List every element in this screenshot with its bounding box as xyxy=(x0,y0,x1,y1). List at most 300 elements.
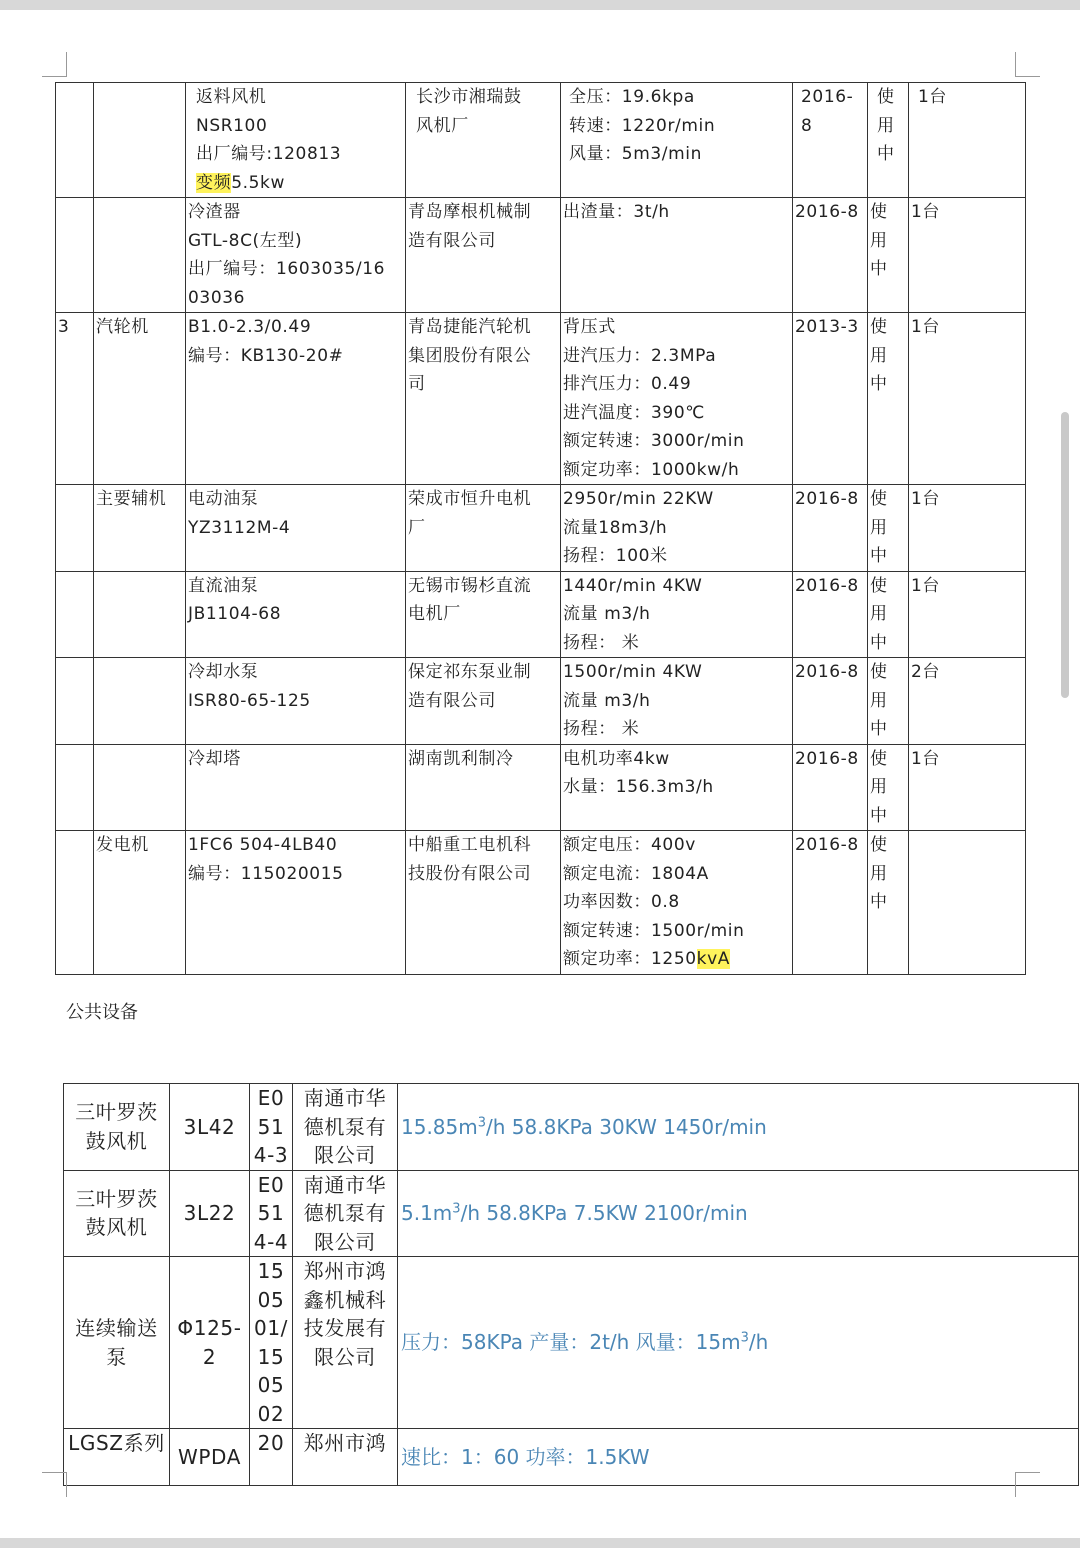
model-line xyxy=(188,600,403,629)
model-text: 3L42 xyxy=(183,1114,236,1139)
spec-text: 5.1m xyxy=(401,1201,453,1225)
cell-date xyxy=(793,744,868,831)
spec-text: 速比：1：60 功率：1.5KW xyxy=(401,1444,650,1469)
model-line xyxy=(188,313,403,342)
cell-manufacturer xyxy=(406,658,561,745)
serial-line: 15 xyxy=(257,1344,285,1369)
quantity-text: 1台 xyxy=(911,748,941,769)
status-char: 中 xyxy=(870,719,888,739)
cell-model xyxy=(186,571,406,658)
spec-line xyxy=(563,427,790,456)
table-row xyxy=(56,658,1026,745)
quantity-text: 1台 xyxy=(911,317,941,337)
cell-category xyxy=(94,744,186,831)
model-line xyxy=(188,658,403,687)
cell-manufacturer xyxy=(293,1429,398,1486)
cell-index xyxy=(56,198,94,313)
cell-status xyxy=(868,658,909,745)
cell-index xyxy=(56,571,94,658)
date-line: 2013-3 xyxy=(795,317,859,337)
manufacturer-line: 限公司 xyxy=(314,1229,376,1254)
spec-line xyxy=(563,456,790,485)
manufacturer-line: 青岛摩根机械制 xyxy=(408,202,532,222)
cell-spec xyxy=(561,571,793,658)
cell-status xyxy=(868,198,909,313)
spec-text: 电机功率4kw xyxy=(563,748,670,769)
cell-category xyxy=(94,485,186,572)
manufacturer-line: 限公司 xyxy=(314,1344,376,1369)
spec-line xyxy=(563,745,790,774)
spec-text: 进汽压力：2.3MPa xyxy=(563,345,717,366)
viewer-bottom-edge xyxy=(0,1538,1080,1548)
model-text: GTL-8C(左型) xyxy=(188,230,303,251)
manufacturer-line: 无锡市锡杉直流 xyxy=(408,575,532,596)
cell-spec xyxy=(561,831,793,975)
model-line xyxy=(196,169,403,198)
status-char: 使 xyxy=(870,835,888,855)
cell-model xyxy=(170,1170,250,1257)
date-line: 2016-8 xyxy=(795,202,859,222)
category-text: 发电机 xyxy=(96,835,149,855)
table-row xyxy=(64,1429,1079,1486)
serial-line: 05 xyxy=(257,1287,285,1312)
spec-text: 流量18m3/h xyxy=(563,517,668,538)
cell-index xyxy=(56,658,94,745)
cell-status xyxy=(868,83,909,198)
model-line xyxy=(188,342,403,371)
cell-index xyxy=(56,313,94,485)
manufacturer-line: 郑州市鸿 xyxy=(303,1431,387,1455)
cell-spec xyxy=(561,658,793,745)
cell-spec xyxy=(398,1170,1079,1257)
cell-quantity xyxy=(909,198,1026,313)
model-line xyxy=(188,860,403,889)
manufacturer-line: 荣成市恒升电机 xyxy=(408,489,532,509)
crop-mark-bottom-right xyxy=(1015,1472,1040,1497)
crop-mark-top-right xyxy=(1015,52,1040,77)
spec-text: 出渣量：3t/h xyxy=(563,202,670,222)
serial-line: 51 xyxy=(257,1114,285,1139)
spec-superscript: 3 xyxy=(477,1114,487,1130)
model-line xyxy=(188,687,403,716)
quantity-text: 2台 xyxy=(911,662,941,682)
spec-line xyxy=(563,399,790,428)
cell-manufacturer xyxy=(406,485,561,572)
status-char: 使 xyxy=(870,202,888,222)
status-char: 用 xyxy=(870,777,888,797)
spec-line xyxy=(563,629,790,658)
quantity-text: 1台 xyxy=(911,202,941,222)
model-line xyxy=(188,831,403,860)
table-row xyxy=(56,485,1026,572)
model-text: 返料风机 xyxy=(196,87,267,107)
spec-text: 流量 m3/h xyxy=(563,690,651,711)
cell-name xyxy=(64,1257,170,1429)
model-line xyxy=(196,83,403,112)
model-line xyxy=(188,745,403,774)
spec-text: 2950r/min 22KW xyxy=(563,489,714,509)
date-line: 2016- xyxy=(801,87,854,107)
name-line: 鼓风机 xyxy=(85,1215,148,1240)
serial-line: 05 xyxy=(257,1373,285,1397)
cell-status xyxy=(868,485,909,572)
cell-category xyxy=(94,313,186,485)
cell-index xyxy=(56,485,94,572)
date-line: 2016-8 xyxy=(795,489,859,509)
cell-model xyxy=(186,658,406,745)
model-line xyxy=(196,140,403,169)
cell-name xyxy=(64,1170,170,1257)
status-char: 使 xyxy=(870,317,888,337)
status-char: 用 xyxy=(870,690,888,711)
cell-quantity xyxy=(909,831,1026,975)
cell-quantity xyxy=(909,744,1026,831)
table-row xyxy=(56,313,1026,485)
spec-text: 排汽压力：0.49 xyxy=(563,374,692,394)
status-char: 使 xyxy=(870,575,888,596)
spec-line xyxy=(563,860,790,889)
spec-line xyxy=(563,600,790,629)
serial-line: 51 xyxy=(257,1201,285,1225)
manufacturer-line: 郑州市鸿 xyxy=(303,1259,387,1283)
cell-category xyxy=(94,658,186,745)
model-line xyxy=(188,284,403,313)
manufacturer-line: 技股份有限公司 xyxy=(408,863,532,884)
crop-mark-top-left xyxy=(42,52,67,77)
spec-text: 1440r/min 4KW xyxy=(563,575,703,596)
spec-text: 额定功率：1000kw/h xyxy=(563,459,740,480)
serial-line: E0 xyxy=(257,1086,285,1110)
cell-index xyxy=(56,83,94,198)
status-char: 中 xyxy=(870,805,888,826)
spec-line xyxy=(563,542,790,571)
spec-text: 水量：156.3m3/h xyxy=(563,777,714,797)
cell-spec xyxy=(561,744,793,831)
spec-line xyxy=(563,370,790,399)
cell-serial xyxy=(250,1084,293,1171)
status-char: 用 xyxy=(870,345,888,366)
manufacturer-line: 造有限公司 xyxy=(408,690,496,711)
status-char: 用 xyxy=(870,517,888,538)
manufacturer-line: 保定祁东泵业制 xyxy=(408,662,532,682)
spec-text: /h 58.8KPa 30KW 1450r/min xyxy=(486,1114,767,1139)
cell-serial xyxy=(250,1429,293,1486)
cell-date xyxy=(793,198,868,313)
cell-spec xyxy=(398,1084,1079,1171)
cell-manufacturer xyxy=(406,571,561,658)
equipment-table xyxy=(55,82,1026,975)
status-char: 中 xyxy=(870,892,888,912)
manufacturer-line: 湖南凯利制冷 xyxy=(408,748,514,769)
status-char: 用 xyxy=(870,863,888,884)
model-text: B1.0-2.3/0.49 xyxy=(188,317,312,337)
spec-text: 流量 m3/h xyxy=(563,604,651,624)
spec-text: 全压：19.6kpa xyxy=(569,87,695,107)
cell-model xyxy=(186,744,406,831)
model-line xyxy=(188,227,403,256)
model-text: 编号：115020015 xyxy=(188,863,344,884)
spec-line xyxy=(563,888,790,917)
status-char: 中 xyxy=(870,546,888,566)
spec-line xyxy=(563,485,790,514)
category-text: 主要辅机 xyxy=(96,489,167,509)
table-row xyxy=(64,1084,1079,1171)
spec-line xyxy=(563,313,790,342)
date-line: 8 xyxy=(801,115,813,136)
serial-line: 02 xyxy=(257,1401,285,1426)
cell-model xyxy=(186,313,406,485)
date-line: 2016-8 xyxy=(795,835,859,855)
cell-date xyxy=(793,83,868,198)
cell-manufacturer xyxy=(406,744,561,831)
name-line: 三叶罗茨 xyxy=(75,1186,158,1211)
status-char: 用 xyxy=(870,230,888,251)
category-text: 汽轮机 xyxy=(96,317,149,337)
model-line xyxy=(196,112,403,141)
serial-line: 15 xyxy=(257,1259,285,1283)
spec-line xyxy=(569,83,790,112)
status-char: 中 xyxy=(870,374,888,394)
spec-text: 进汽温度：390℃ xyxy=(563,402,705,423)
spec-line xyxy=(569,112,790,141)
crop-mark-bottom-left xyxy=(42,1472,67,1497)
model-line: 2 xyxy=(202,1344,217,1369)
status-char: 用 xyxy=(877,115,895,136)
cell-quantity xyxy=(909,658,1026,745)
cell-index xyxy=(56,744,94,831)
serial-line: 4-4 xyxy=(253,1229,289,1254)
spec-text: 功率因数：0.8 xyxy=(563,892,680,912)
spec-text: 扬程： 米 xyxy=(563,719,640,739)
spec-line xyxy=(563,572,790,601)
spec-text: /h xyxy=(748,1330,769,1355)
spec-text: 额定转速：1500r/min xyxy=(563,920,745,941)
spec-line xyxy=(563,514,790,543)
cell-status xyxy=(868,831,909,975)
spec-line xyxy=(563,198,790,227)
manufacturer-line: 集团股份有限公 xyxy=(408,345,532,366)
cell-index xyxy=(56,831,94,975)
cell-spec xyxy=(561,485,793,572)
manufacturer-line: 南通市华 xyxy=(303,1172,387,1197)
cell-date xyxy=(793,571,868,658)
manufacturer-line: 南通市华 xyxy=(303,1086,387,1110)
status-char: 使 xyxy=(877,87,895,107)
cell-manufacturer xyxy=(293,1170,398,1257)
spec-text: 扬程： 米 xyxy=(563,632,640,653)
index-text: 3 xyxy=(58,317,70,337)
model-text: 冷却塔 xyxy=(188,748,241,769)
name-line: 泵 xyxy=(106,1344,127,1369)
cell-date xyxy=(793,313,868,485)
status-char: 中 xyxy=(877,144,895,164)
manufacturer-line: 厂 xyxy=(408,517,426,538)
status-char: 用 xyxy=(870,604,888,624)
spec-text: /h 58.8KPa 7.5KW 2100r/min xyxy=(460,1201,748,1225)
model-text: 冷渣器 xyxy=(188,202,241,222)
manufacturer-line: 德机泵有 xyxy=(303,1114,387,1139)
model-text: 1FC6 504-4LB40 xyxy=(188,835,338,855)
date-line: 2016-8 xyxy=(795,748,859,769)
spec-superscript: 3 xyxy=(452,1201,461,1217)
name-line: 三叶罗茨 xyxy=(75,1100,158,1125)
table-row xyxy=(64,1170,1079,1257)
public-equipment-table xyxy=(63,1083,1079,1486)
cell-model xyxy=(186,831,406,975)
model-text: NSR100 xyxy=(196,115,268,136)
cell-spec xyxy=(398,1429,1079,1486)
table-row xyxy=(56,744,1026,831)
model-text: 出厂编号:120813 xyxy=(196,144,342,164)
table-row xyxy=(64,1257,1079,1429)
model-text: 5.5kw xyxy=(231,172,285,193)
manufacturer-line: 司 xyxy=(408,374,426,394)
model-line xyxy=(188,255,403,284)
cell-model xyxy=(186,198,406,313)
cell-category xyxy=(94,198,186,313)
manufacturer-line: 鑫机械科 xyxy=(303,1287,387,1312)
model-text: WPDA xyxy=(178,1444,241,1469)
model-text: 03036 xyxy=(188,287,246,308)
model-text: ISR80-65-125 xyxy=(188,690,311,711)
highlight-text: kvA xyxy=(696,949,731,969)
table-row xyxy=(56,198,1026,313)
cell-model xyxy=(170,1084,250,1171)
serial-line: 01/ xyxy=(254,1316,288,1340)
cell-spec xyxy=(561,313,793,485)
viewer-top-edge xyxy=(0,0,1080,10)
manufacturer-line: 德机泵有 xyxy=(303,1201,387,1225)
cell-status xyxy=(868,571,909,658)
spec-line xyxy=(563,658,790,687)
status-char: 中 xyxy=(870,632,888,653)
spec-text: 背压式 xyxy=(563,317,616,337)
vertical-scrollbar[interactable] xyxy=(1061,412,1069,698)
cell-serial xyxy=(250,1170,293,1257)
model-text: 直流油泵 xyxy=(188,575,259,596)
spec-text: 额定电压：400v xyxy=(563,835,696,855)
manufacturer-line: 中船重工电机科 xyxy=(408,835,532,855)
spec-text: 转速：1220r/min xyxy=(569,115,716,136)
cell-quantity xyxy=(909,83,1026,198)
table-row xyxy=(56,83,1026,198)
cell-model xyxy=(170,1257,250,1429)
name-line: 鼓风机 xyxy=(85,1128,148,1153)
spec-line xyxy=(563,831,790,860)
spec-text: 扬程：100米 xyxy=(563,546,668,566)
spec-line xyxy=(563,917,790,946)
table-row xyxy=(56,831,1026,975)
name-line: LGSZ系列 xyxy=(68,1431,165,1455)
cell-spec xyxy=(398,1257,1079,1429)
cell-quantity xyxy=(909,313,1026,485)
spec-line xyxy=(569,140,790,169)
cell-model xyxy=(170,1429,250,1486)
cell-manufacturer xyxy=(406,831,561,975)
cell-serial xyxy=(250,1257,293,1429)
spec-text: 额定电流：1804A xyxy=(563,863,709,884)
cell-category xyxy=(94,83,186,198)
status-char: 使 xyxy=(870,748,888,769)
spec-text: 15.85m xyxy=(401,1114,478,1139)
cell-category xyxy=(94,571,186,658)
manufacturer-line: 长沙市湘瑞鼓 xyxy=(416,87,522,107)
status-char: 中 xyxy=(870,259,888,279)
cell-manufacturer xyxy=(293,1257,398,1429)
model-line xyxy=(188,514,403,543)
status-char: 使 xyxy=(870,489,888,509)
model-text: 编号：KB130-20# xyxy=(188,345,344,366)
quantity-text: 1台 xyxy=(918,87,948,107)
model-text: 3L22 xyxy=(183,1201,236,1225)
model-text: 冷却水泵 xyxy=(188,662,259,682)
model-line xyxy=(188,485,403,514)
status-char: 使 xyxy=(870,662,888,682)
quantity-text: 1台 xyxy=(911,575,941,596)
quantity-text: 1台 xyxy=(911,489,941,509)
model-text: 出厂编号：1603035/16 xyxy=(188,259,386,279)
model-text: JB1104-68 xyxy=(188,604,282,624)
serial-line: 20 xyxy=(257,1431,285,1455)
spec-superscript: 3 xyxy=(740,1330,749,1346)
name-line: 连续输送 xyxy=(75,1316,158,1340)
cell-manufacturer xyxy=(406,313,561,485)
spec-text: 1500r/min 4KW xyxy=(563,662,703,682)
cell-name xyxy=(64,1084,170,1171)
cell-quantity xyxy=(909,485,1026,572)
model-line xyxy=(188,572,403,601)
spec-line xyxy=(563,945,790,974)
manufacturer-line: 造有限公司 xyxy=(408,230,496,251)
cell-date xyxy=(793,658,868,745)
spec-line xyxy=(563,342,790,371)
manufacturer-line: 限公司 xyxy=(314,1143,376,1167)
cell-spec xyxy=(561,198,793,313)
spec-line xyxy=(563,715,790,744)
cell-date xyxy=(793,831,868,975)
manufacturer-line: 青岛捷能汽轮机 xyxy=(408,317,532,337)
table-row xyxy=(56,571,1026,658)
spec-text: 额定功率：1250 xyxy=(563,949,697,969)
serial-line: 4-3 xyxy=(253,1143,289,1167)
manufacturer-line: 电机厂 xyxy=(408,604,461,624)
cell-manufacturer xyxy=(406,198,561,313)
spec-line xyxy=(563,687,790,716)
cell-status xyxy=(868,744,909,831)
cell-date xyxy=(793,485,868,572)
serial-line: E0 xyxy=(257,1172,285,1197)
cell-model xyxy=(186,83,406,198)
model-text: 电动油泵 xyxy=(188,489,259,509)
cell-name xyxy=(64,1429,170,1486)
manufacturer-line: 风机厂 xyxy=(416,115,469,136)
spec-text: 风量：5m3/min xyxy=(569,144,702,164)
spec-text: 压力：58KPa 产量：2t/h 风量：15m xyxy=(401,1330,741,1355)
date-line: 2016-8 xyxy=(795,575,859,596)
model-line: Φ125- xyxy=(177,1316,242,1340)
cell-quantity xyxy=(909,571,1026,658)
spec-line xyxy=(563,773,790,802)
highlight-text: 变频 xyxy=(196,172,232,193)
section-title: 公共设备 xyxy=(66,1002,138,1023)
spec-text: 额定转速：3000r/min xyxy=(563,431,745,451)
cell-manufacturer xyxy=(293,1084,398,1171)
model-text: YZ3112M-4 xyxy=(188,517,291,538)
date-line: 2016-8 xyxy=(795,662,859,682)
cell-manufacturer xyxy=(406,83,561,198)
cell-model xyxy=(186,485,406,572)
cell-status xyxy=(868,313,909,485)
